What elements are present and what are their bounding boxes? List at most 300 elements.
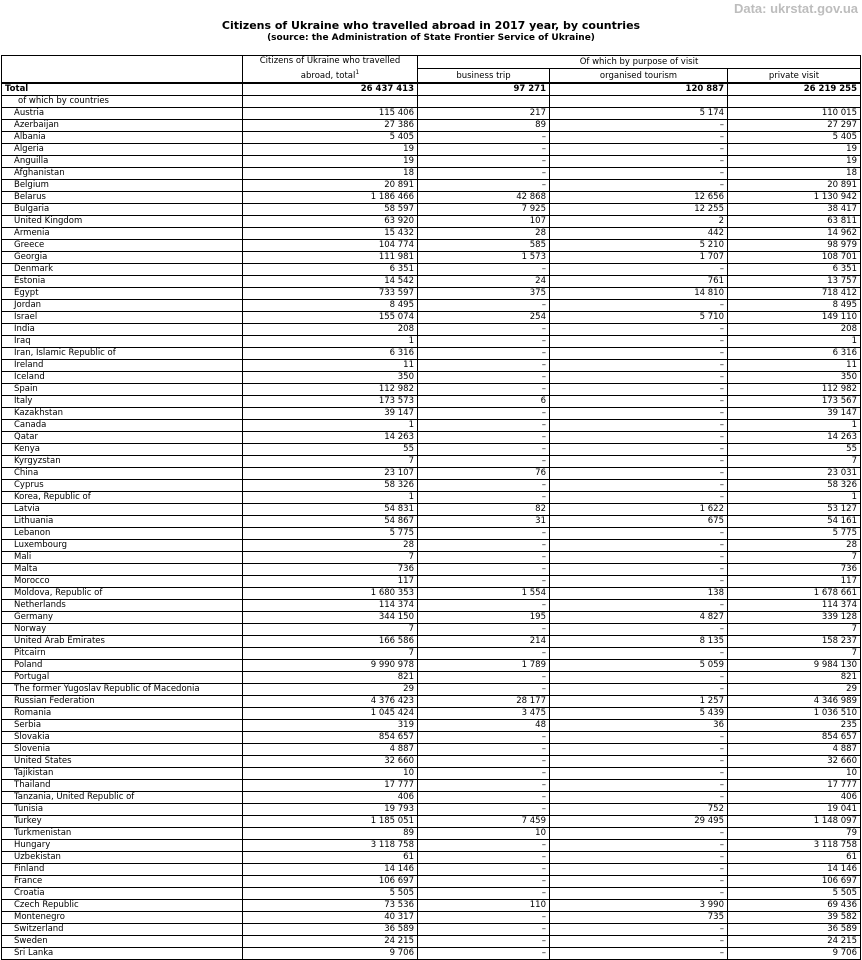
cell-total: 36 589	[243, 923, 418, 935]
cell-tourism: –	[550, 395, 728, 407]
cell-business: –	[418, 335, 550, 347]
table-row	[2, 659, 861, 671]
cell-tourism: 5 439	[550, 707, 728, 719]
cell-total: 854 657	[243, 731, 418, 743]
cell-tourism: –	[550, 923, 728, 935]
cell-private: 18	[728, 167, 861, 179]
cell-business: –	[418, 167, 550, 179]
cell-tourism: –	[550, 599, 728, 611]
cell-tourism: –	[550, 299, 728, 311]
table-row	[2, 731, 861, 743]
table-row	[2, 911, 861, 923]
table-row	[2, 827, 861, 839]
cell-tourism: –	[550, 479, 728, 491]
cell-private: 53 127	[728, 503, 861, 515]
cell-total: 5 405	[243, 131, 418, 143]
cell-total: 7	[243, 455, 418, 467]
cell-tourism: –	[550, 467, 728, 479]
cell-country: Mali	[2, 551, 243, 563]
cell-total: 1 045 424	[243, 707, 418, 719]
cell-tourism: –	[550, 407, 728, 419]
cell-tourism: –	[550, 143, 728, 155]
cell-business: –	[418, 623, 550, 635]
table-row	[2, 635, 861, 647]
table-row	[2, 611, 861, 623]
cell-country: Turkey	[2, 815, 243, 827]
table-row	[2, 395, 861, 407]
table-row	[2, 527, 861, 539]
cell-tourism: –	[550, 767, 728, 779]
cell-tourism: –	[550, 431, 728, 443]
table-row	[2, 779, 861, 791]
table-row	[2, 275, 861, 287]
cell-total: 166 586	[243, 635, 418, 647]
cell-business: 195	[418, 611, 550, 623]
cell-total: 19	[243, 143, 418, 155]
table-row	[2, 707, 861, 719]
table-row	[2, 719, 861, 731]
cell-tourism: –	[550, 935, 728, 947]
cell-private: 5 505	[728, 887, 861, 899]
cell-business: –	[418, 527, 550, 539]
cell-private: 5 775	[728, 527, 861, 539]
table-row	[2, 695, 861, 707]
cell-total: 1 186 466	[243, 191, 418, 203]
cell-business: –	[418, 347, 550, 359]
header-purpose-group: Of which by purpose of visit	[418, 56, 861, 69]
cell-private: 79	[728, 827, 861, 839]
cell-tourism: –	[550, 791, 728, 803]
blank-cell	[243, 95, 418, 107]
cell-total: 54 831	[243, 503, 418, 515]
cell-private: 117	[728, 575, 861, 587]
cell-country: Azerbaijan	[2, 119, 243, 131]
cell-total: 11	[243, 359, 418, 371]
cell-tourism: –	[550, 563, 728, 575]
cell-business: –	[418, 359, 550, 371]
cell-tourism: 3 990	[550, 899, 728, 911]
table-row	[2, 839, 861, 851]
cell-business: –	[418, 407, 550, 419]
cell-business: –	[418, 935, 550, 947]
cell-tourism: –	[550, 263, 728, 275]
cell-business: –	[418, 671, 550, 683]
cell-country: Albania	[2, 131, 243, 143]
cell-private: 235	[728, 719, 861, 731]
table-row	[2, 791, 861, 803]
cell-country: Poland	[2, 659, 243, 671]
cell-business: 7 925	[418, 203, 550, 215]
cell-total: 58 597	[243, 203, 418, 215]
cell-total: 7	[243, 623, 418, 635]
cell-country: Hungary	[2, 839, 243, 851]
table-row	[2, 131, 861, 143]
cell-country: Portugal	[2, 671, 243, 683]
table-row	[2, 923, 861, 935]
cell-private: 23 031	[728, 467, 861, 479]
table-row	[2, 503, 861, 515]
cell-business: –	[418, 575, 550, 587]
cell-tourism: –	[550, 131, 728, 143]
cell-country: Kyrgyzstan	[2, 455, 243, 467]
cell-business: –	[418, 419, 550, 431]
cell-total: 111 981	[243, 251, 418, 263]
header-private: private visit	[728, 69, 861, 83]
table-row	[2, 419, 861, 431]
cell-tourism: –	[550, 443, 728, 455]
cell-business: 28	[418, 227, 550, 239]
table-row	[2, 443, 861, 455]
total-row	[2, 83, 861, 96]
cell-private: 4 346 989	[728, 695, 861, 707]
cell-country: Norway	[2, 623, 243, 635]
cell-tourism: –	[550, 539, 728, 551]
cell-country: Anguilla	[2, 155, 243, 167]
table-row	[2, 899, 861, 911]
header-total-footnote: 1	[355, 69, 360, 76]
cell-country: Denmark	[2, 263, 243, 275]
table-row	[2, 251, 861, 263]
cell-tourism: –	[550, 323, 728, 335]
cell-private: 208	[728, 323, 861, 335]
cell-private: 5 405	[728, 131, 861, 143]
cell-total: 39 147	[243, 407, 418, 419]
cell-tourism: –	[550, 755, 728, 767]
cell-country: Morocco	[2, 575, 243, 587]
cell-total: 114 374	[243, 599, 418, 611]
cell-business: 10	[418, 827, 550, 839]
cell-private: 13 757	[728, 275, 861, 287]
cell-tourism: –	[550, 863, 728, 875]
cell-business: –	[418, 383, 550, 395]
table-row	[2, 323, 861, 335]
table-row	[2, 551, 861, 563]
table-row	[2, 239, 861, 251]
cell-business: –	[418, 947, 550, 959]
subheading-row	[2, 95, 861, 107]
cell-total: 1	[243, 419, 418, 431]
cell-business: –	[418, 875, 550, 887]
table-row	[2, 347, 861, 359]
cell-country: Ireland	[2, 359, 243, 371]
cell-total: 27 386	[243, 119, 418, 131]
blank-cell	[550, 95, 728, 107]
cell-private: 3 118 758	[728, 839, 861, 851]
cell-business: –	[418, 599, 550, 611]
cell-private: 6 316	[728, 347, 861, 359]
cell-business: –	[418, 851, 550, 863]
cell-country: United States	[2, 755, 243, 767]
cell-business: –	[418, 779, 550, 791]
cell-private: 7	[728, 551, 861, 563]
cell-total: 5 505	[243, 887, 418, 899]
cell-country: Armenia	[2, 227, 243, 239]
table-row	[2, 755, 861, 767]
cell-private: 19	[728, 155, 861, 167]
cell-country: Moldova, Republic of	[2, 587, 243, 599]
cell-country: Italy	[2, 395, 243, 407]
cell-total: 32 660	[243, 755, 418, 767]
cell-total: 15 432	[243, 227, 418, 239]
cell-business: –	[418, 731, 550, 743]
table-row	[2, 767, 861, 779]
cell-tourism: –	[550, 155, 728, 167]
cell-tourism: 1 257	[550, 695, 728, 707]
table-row	[2, 599, 861, 611]
cell-private: 9 706	[728, 947, 861, 959]
table-row	[2, 947, 861, 959]
cell-business: –	[418, 443, 550, 455]
cell-country: Qatar	[2, 431, 243, 443]
cell-tourism: –	[550, 671, 728, 683]
table-row	[2, 875, 861, 887]
cell-total: 344 150	[243, 611, 418, 623]
table-title: Citizens of Ukraine who travelled abroad in 2017 year, by countries	[221, 19, 641, 32]
cell-total: 115 406	[243, 107, 418, 119]
cell-private: 39 582	[728, 911, 861, 923]
cell-private: 32 660	[728, 755, 861, 767]
table-row	[2, 263, 861, 275]
cell-private: 1	[728, 491, 861, 503]
cell-total: 9 990 978	[243, 659, 418, 671]
cell-private: 36 589	[728, 923, 861, 935]
cell-tourism: –	[550, 647, 728, 659]
cell-private: 9 984 130	[728, 659, 861, 671]
cell-country: Sri Lanka	[2, 947, 243, 959]
cell-tourism: –	[550, 371, 728, 383]
cell-business: 214	[418, 635, 550, 647]
cell-business: –	[418, 539, 550, 551]
table-row	[2, 299, 861, 311]
table-row	[2, 203, 861, 215]
cell-business: 585	[418, 239, 550, 251]
total-label: Total	[2, 83, 243, 96]
cell-total: 29	[243, 683, 418, 695]
cell-business: 28 177	[418, 695, 550, 707]
cell-business: –	[418, 647, 550, 659]
cell-private: 17 777	[728, 779, 861, 791]
table-row	[2, 215, 861, 227]
cell-private: 1 148 097	[728, 815, 861, 827]
table-subtitle: (source: the Administration of State Frontier Service of Ukraine)	[267, 33, 595, 43]
cell-country: Slovakia	[2, 731, 243, 743]
cell-private: 1	[728, 335, 861, 347]
cell-total: 104 774	[243, 239, 418, 251]
cell-total: 5 775	[243, 527, 418, 539]
cell-tourism: –	[550, 623, 728, 635]
cell-business: 110	[418, 899, 550, 911]
cell-tourism: –	[550, 731, 728, 743]
cell-business: 76	[418, 467, 550, 479]
cell-tourism: –	[550, 827, 728, 839]
table-row	[2, 455, 861, 467]
cell-tourism: 1 622	[550, 503, 728, 515]
cell-country: The former Yugoslav Republic of Macedonia	[2, 683, 243, 695]
table-row	[2, 575, 861, 587]
cell-business: 48	[418, 719, 550, 731]
cell-business: 1 789	[418, 659, 550, 671]
cell-tourism: 5 210	[550, 239, 728, 251]
cell-private: 63 811	[728, 215, 861, 227]
cell-private: 54 161	[728, 515, 861, 527]
cell-tourism: –	[550, 839, 728, 851]
table-row	[2, 683, 861, 695]
cell-country: Estonia	[2, 275, 243, 287]
table-row	[2, 623, 861, 635]
cell-country: Egypt	[2, 287, 243, 299]
subheading-label: of which by countries	[2, 95, 243, 107]
cell-total: 18	[243, 167, 418, 179]
total-business: 97 271	[418, 83, 550, 96]
cell-total: 54 867	[243, 515, 418, 527]
table-row	[2, 887, 861, 899]
cell-total: 19	[243, 155, 418, 167]
cell-country: Lebanon	[2, 527, 243, 539]
cell-private: 11	[728, 359, 861, 371]
cell-private: 58 326	[728, 479, 861, 491]
cell-tourism: –	[550, 743, 728, 755]
cell-private: 821	[728, 671, 861, 683]
cell-total: 117	[243, 575, 418, 587]
table-row	[2, 479, 861, 491]
header-total	[243, 56, 418, 83]
cell-total: 9 706	[243, 947, 418, 959]
cell-business: 1 573	[418, 251, 550, 263]
cell-tourism: –	[550, 179, 728, 191]
cell-private: 1 678 661	[728, 587, 861, 599]
cell-total: 58 326	[243, 479, 418, 491]
cell-tourism: –	[550, 347, 728, 359]
cell-tourism: 761	[550, 275, 728, 287]
cell-tourism: –	[550, 875, 728, 887]
cell-country: Romania	[2, 707, 243, 719]
cell-total: 19 793	[243, 803, 418, 815]
cell-private: 7	[728, 455, 861, 467]
cell-business: 82	[418, 503, 550, 515]
cell-total: 89	[243, 827, 418, 839]
cell-private: 14 962	[728, 227, 861, 239]
cell-private: 24 215	[728, 935, 861, 947]
cell-private: 7	[728, 647, 861, 659]
cell-country: Switzerland	[2, 923, 243, 935]
cell-tourism: 14 810	[550, 287, 728, 299]
cell-business: –	[418, 143, 550, 155]
cell-country: United Kingdom	[2, 215, 243, 227]
cell-business: –	[418, 863, 550, 875]
cell-tourism: –	[550, 851, 728, 863]
table-row	[2, 407, 861, 419]
cell-private: 1 036 510	[728, 707, 861, 719]
cell-country: Austria	[2, 107, 243, 119]
cell-total: 14 146	[243, 863, 418, 875]
cell-tourism: 5 059	[550, 659, 728, 671]
cell-business: –	[418, 551, 550, 563]
cell-private: 19 041	[728, 803, 861, 815]
cell-business: –	[418, 755, 550, 767]
cell-total: 24 215	[243, 935, 418, 947]
cell-private: 14 146	[728, 863, 861, 875]
cell-private: 108 701	[728, 251, 861, 263]
cell-private: 1 130 942	[728, 191, 861, 203]
blank-cell	[418, 95, 550, 107]
cell-total: 63 920	[243, 215, 418, 227]
cell-private: 854 657	[728, 731, 861, 743]
cell-tourism: –	[550, 119, 728, 131]
table-row	[2, 383, 861, 395]
table-row	[2, 539, 861, 551]
cell-private: 14 263	[728, 431, 861, 443]
cell-total: 1	[243, 491, 418, 503]
cell-country: Israel	[2, 311, 243, 323]
cell-country: Spain	[2, 383, 243, 395]
cell-business: –	[418, 911, 550, 923]
header-country-blank	[2, 56, 243, 83]
cell-country: France	[2, 875, 243, 887]
cell-private: 406	[728, 791, 861, 803]
cell-total: 1 185 051	[243, 815, 418, 827]
cell-tourism: 12 255	[550, 203, 728, 215]
cell-business: –	[418, 743, 550, 755]
cell-business: –	[418, 923, 550, 935]
table-row	[2, 227, 861, 239]
cell-country: Afghanistan	[2, 167, 243, 179]
cell-business: –	[418, 299, 550, 311]
table-row	[2, 491, 861, 503]
total-all: 26 437 413	[243, 83, 418, 96]
cell-total: 10	[243, 767, 418, 779]
cell-country: Tajikistan	[2, 767, 243, 779]
cell-country: Kazakhstan	[2, 407, 243, 419]
cell-tourism: 5 710	[550, 311, 728, 323]
cell-business: 3 475	[418, 707, 550, 719]
header-tourism: organised tourism	[550, 69, 728, 83]
cell-tourism: 138	[550, 587, 728, 599]
table-row	[2, 335, 861, 347]
cell-country: Turkmenistan	[2, 827, 243, 839]
cell-total: 7	[243, 647, 418, 659]
cell-country: Uzbekistan	[2, 851, 243, 863]
table-row	[2, 431, 861, 443]
cell-total: 8 495	[243, 299, 418, 311]
cell-country: Czech Republic	[2, 899, 243, 911]
cell-tourism: –	[550, 527, 728, 539]
cell-tourism: –	[550, 887, 728, 899]
table-row	[2, 311, 861, 323]
cell-private: 8 495	[728, 299, 861, 311]
cell-total: 350	[243, 371, 418, 383]
cell-business: –	[418, 839, 550, 851]
cell-country: Germany	[2, 611, 243, 623]
cell-total: 14 263	[243, 431, 418, 443]
cell-country: Iraq	[2, 335, 243, 347]
cell-total: 4 887	[243, 743, 418, 755]
cell-country: Belarus	[2, 191, 243, 203]
cell-total: 7	[243, 551, 418, 563]
cell-business: –	[418, 131, 550, 143]
cell-tourism: 29 495	[550, 815, 728, 827]
cell-private: 20 891	[728, 179, 861, 191]
cell-business: –	[418, 371, 550, 383]
cell-business: 89	[418, 119, 550, 131]
cell-country: Kenya	[2, 443, 243, 455]
blank-cell	[728, 95, 861, 107]
cell-country: Pitcairn	[2, 647, 243, 659]
cell-tourism: 2	[550, 215, 728, 227]
cell-private: 114 374	[728, 599, 861, 611]
cell-total: 6 316	[243, 347, 418, 359]
cell-tourism: –	[550, 383, 728, 395]
table-row	[2, 515, 861, 527]
